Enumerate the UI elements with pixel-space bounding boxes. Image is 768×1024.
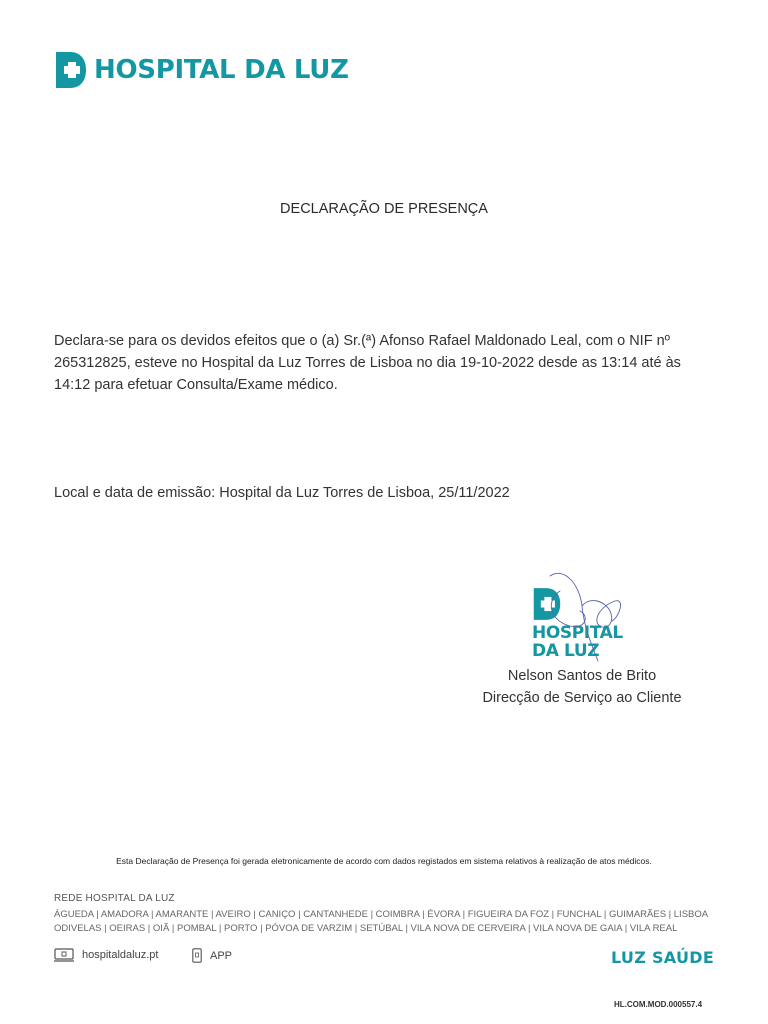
website-link-text: hospitaldaluz.pt (82, 949, 159, 961)
app-link-text: APP (210, 949, 233, 962)
declaration-line: 14:12 para efetuar Consulta/Exame médico. (54, 377, 338, 393)
computer-icon (54, 948, 74, 962)
footer-notice: Esta Declaração de Presença foi gerada eletronicamente de acordo com dados registados em sistema relativos à realização de atos médicos. (116, 856, 652, 866)
network-locations-line: ÁGUEDA | AMADORA | AMARANTE | AVEIRO | CANIÇO | CANTANHEDE | COIMBRA | ÉVORA | FIGUEIRA DA FOZ | FUNCHAL | GUIMARÃES | LISBOA (54, 909, 709, 920)
signer-name: Nelson Santos de Brito (507, 668, 657, 684)
declaration-paragraph (54, 330, 719, 396)
website-link[interactable] (54, 948, 158, 962)
logo-text: HOSPITAL DA LUZ (94, 55, 349, 85)
luz-saude-brand: LUZ SAÚDE (611, 948, 715, 967)
app-link[interactable] (192, 948, 232, 963)
declaration-line: 265312825, esteve no Hospital da Luz Torres de Lisboa no dia 19-10-2022 desde as 13:14 até às (54, 355, 681, 371)
issuance-location-date: Local e data de emissão: Hospital da Luz Torres de Lisboa, 25/11/2022 (54, 485, 510, 501)
declaration-line: Declara-se para os devidos efeitos que o (a) Sr.(ª) Afonso Rafael Maldonado Leal, com o NIF nº (54, 333, 670, 349)
network-title: REDE HOSPITAL DA LUZ (54, 893, 175, 904)
phone-icon (192, 948, 202, 963)
handwritten-signature (520, 566, 640, 666)
header-logo (54, 50, 349, 90)
form-code: HL.COM.MOD.000557.4 (614, 1000, 703, 1009)
stamp-logo-line1: HOSPITAL (532, 623, 623, 643)
document-title: DECLARAÇÃO DE PRESENÇA (280, 201, 488, 217)
network-locations-line: ODIVELAS | OEIRAS | OIÃ | POMBAL | PORTO | PÓVOA DE VARZIM | SETÚBAL | VILA NOVA DE CERVEIRA | VILA NOVA DE GAIA | VILA REAL (54, 923, 678, 934)
stamp-logo-line2: DA LUZ (532, 641, 600, 661)
hospital-cross-logo-icon (54, 50, 88, 90)
signer-role: Direcção de Serviço ao Cliente (482, 690, 682, 706)
